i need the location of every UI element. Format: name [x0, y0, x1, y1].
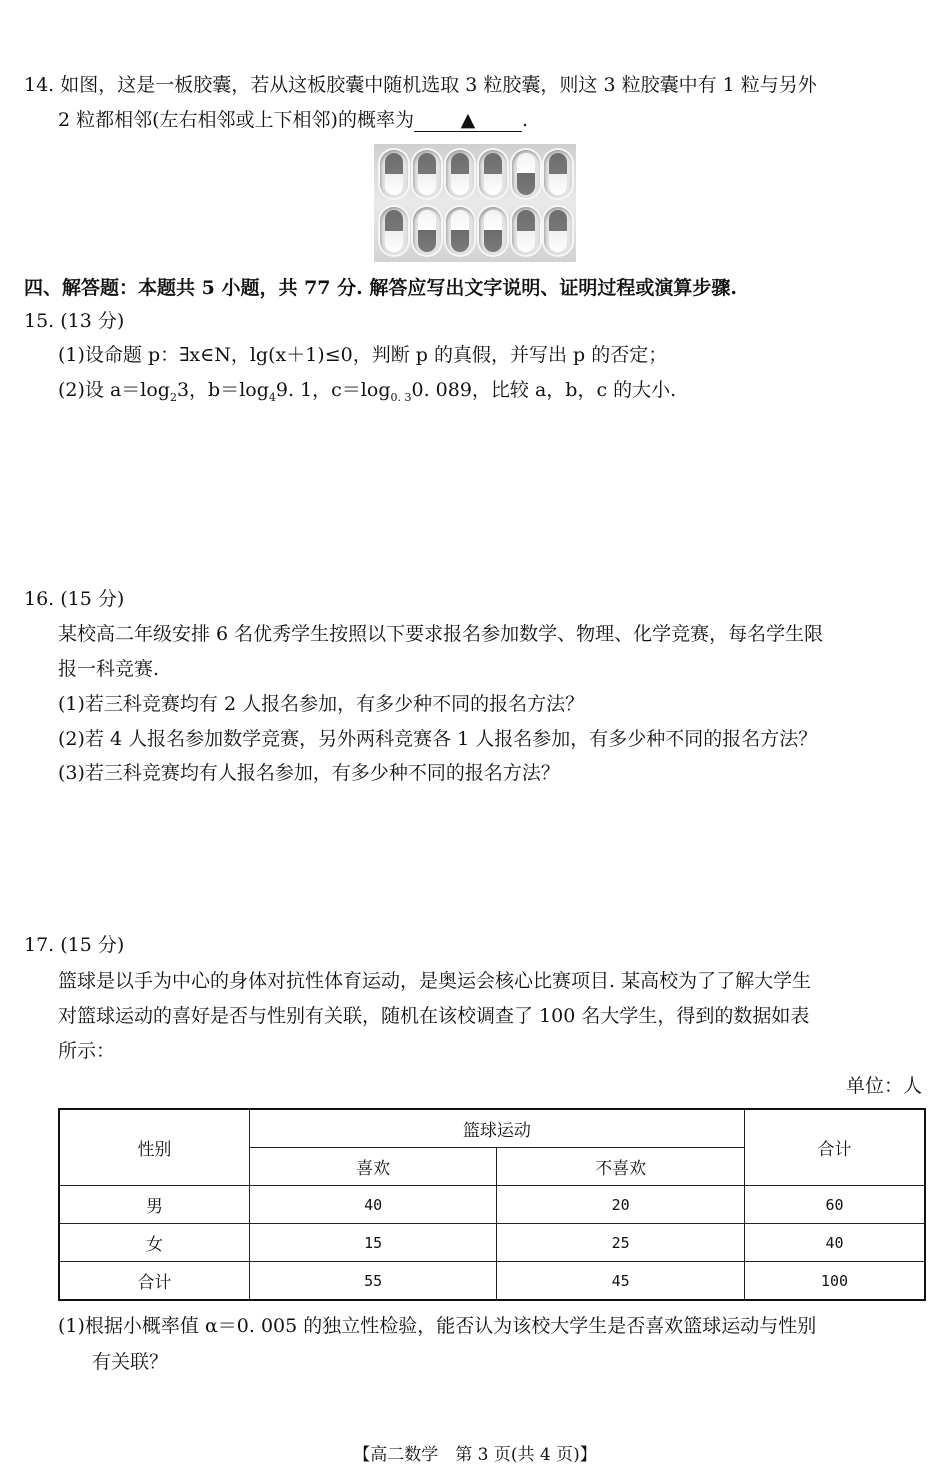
q16-intro-line1: 某校高二年级安排 6 名优秀学生按照以下要求报名参加数学、物理、化学竞赛，每名学生限	[58, 623, 824, 645]
table-header-dislike: 不喜欢	[497, 1148, 745, 1186]
q17-intro-line1: 篮球是以手为中心的身体对抗性体育运动，是奥运会核心比赛项目. 某高校为了了解大学生	[58, 970, 812, 992]
q16-part2: (2)若 4 人报名参加数学竞赛，另外两科竞赛各 1 人报名参加，有多少种不同的报名方法？	[58, 728, 818, 750]
log-base: 0. 3	[390, 391, 412, 404]
q15-part2	[58, 377, 676, 406]
row-label: 男	[59, 1186, 249, 1224]
q14-line2	[58, 107, 528, 133]
table-header-total: 合计	[744, 1109, 925, 1186]
capsule-cell	[544, 150, 572, 198]
q14-line1: 14. 如图，这是一板胶囊，若从这板胶囊中随机选取 3 粒胶囊，则这 3 粒胶囊中有 1 粒与另外	[24, 74, 817, 96]
capsule-cell	[446, 150, 474, 198]
cell-total: 60	[744, 1186, 925, 1224]
cell-like: 40	[249, 1186, 497, 1224]
page-footer: 【高二数学 第 3 页(共 4 页)】	[353, 1445, 597, 1465]
capsule-blister-pack-image	[374, 144, 576, 262]
cell-dislike: 45	[497, 1262, 745, 1301]
capsule-cell	[544, 207, 572, 255]
table-row	[59, 1224, 925, 1262]
section-heading: 四、解答题：本题共 5 小题，共 77 分. 解答应写出文字说明、证明过程或演算步骤.	[24, 277, 737, 299]
capsule-cell	[479, 150, 507, 198]
cell-dislike: 20	[497, 1186, 745, 1224]
log-base: 4	[268, 391, 276, 404]
q17-intro-line3: 所示：	[58, 1040, 116, 1062]
row-label: 合计	[59, 1262, 249, 1301]
table-row	[59, 1262, 925, 1301]
table-header-like: 喜欢	[249, 1148, 497, 1186]
capsule-cell	[413, 207, 441, 255]
triangle-icon: ▲	[460, 109, 476, 131]
q17-part1-line1: (1)根据小概率值 α＝0. 005 的独立性检验，能否认为该校大学生是否喜欢篮球运动与性别	[58, 1315, 817, 1337]
q15-part1: (1)设命题 p：∃x∈N，lg(x＋1)≤0，判断 p 的真假，并写出 p 的否定；	[58, 344, 668, 366]
unit-label: 单位：人	[846, 1075, 923, 1097]
q15-part2-text: 9. 1，c＝log	[275, 379, 391, 401]
cell-like: 15	[249, 1224, 497, 1262]
q16-part1: (1)若三科竞赛均有 2 人报名参加，有多少种不同的报名方法？	[58, 693, 585, 715]
log-base: 2	[169, 391, 177, 404]
q16-intro-line2: 报一科竞赛.	[58, 658, 160, 680]
capsule-cell	[380, 150, 408, 198]
table-header-gender: 性别	[59, 1109, 249, 1186]
cell-like: 55	[249, 1262, 497, 1301]
capsule-cell	[479, 207, 507, 255]
table-header-basketball: 篮球运动	[249, 1109, 744, 1148]
table-row	[59, 1186, 925, 1224]
q16-part3: (3)若三科竞赛均有人报名参加，有多少种不同的报名方法？	[58, 762, 560, 784]
q15-header: 15. (13 分)	[24, 310, 125, 332]
capsule-cell	[446, 207, 474, 255]
contingency-table	[58, 1108, 926, 1301]
capsule-cell	[413, 150, 441, 198]
capsule-cell	[512, 150, 540, 198]
answer-blank	[414, 107, 522, 132]
q14-line2-text: 2 粒都相邻(左右相邻或上下相邻)的概率为	[58, 109, 414, 131]
capsule-cell	[512, 207, 540, 255]
q15-part2-text: 3，b＝log	[176, 379, 269, 401]
q17-intro-line2: 对篮球运动的喜好是否与性别有关联，随机在该校调查了 100 名大学生，得到的数据如表	[58, 1005, 810, 1027]
row-label: 女	[59, 1224, 249, 1262]
q14-line2-end: .	[521, 109, 529, 131]
cell-total: 40	[744, 1224, 925, 1262]
q17-header: 17. (15 分)	[24, 934, 125, 956]
cell-dislike: 25	[497, 1224, 745, 1262]
capsule-cell	[380, 207, 408, 255]
cell-total: 100	[744, 1262, 925, 1301]
q16-header: 16. (15 分)	[24, 588, 125, 610]
q17-part1-line2: 有关联？	[92, 1351, 169, 1373]
q15-part2-text: (2)设 a＝log	[58, 379, 170, 401]
q15-part2-text: 0. 089，比较 a，b，c 的大小.	[411, 379, 677, 401]
